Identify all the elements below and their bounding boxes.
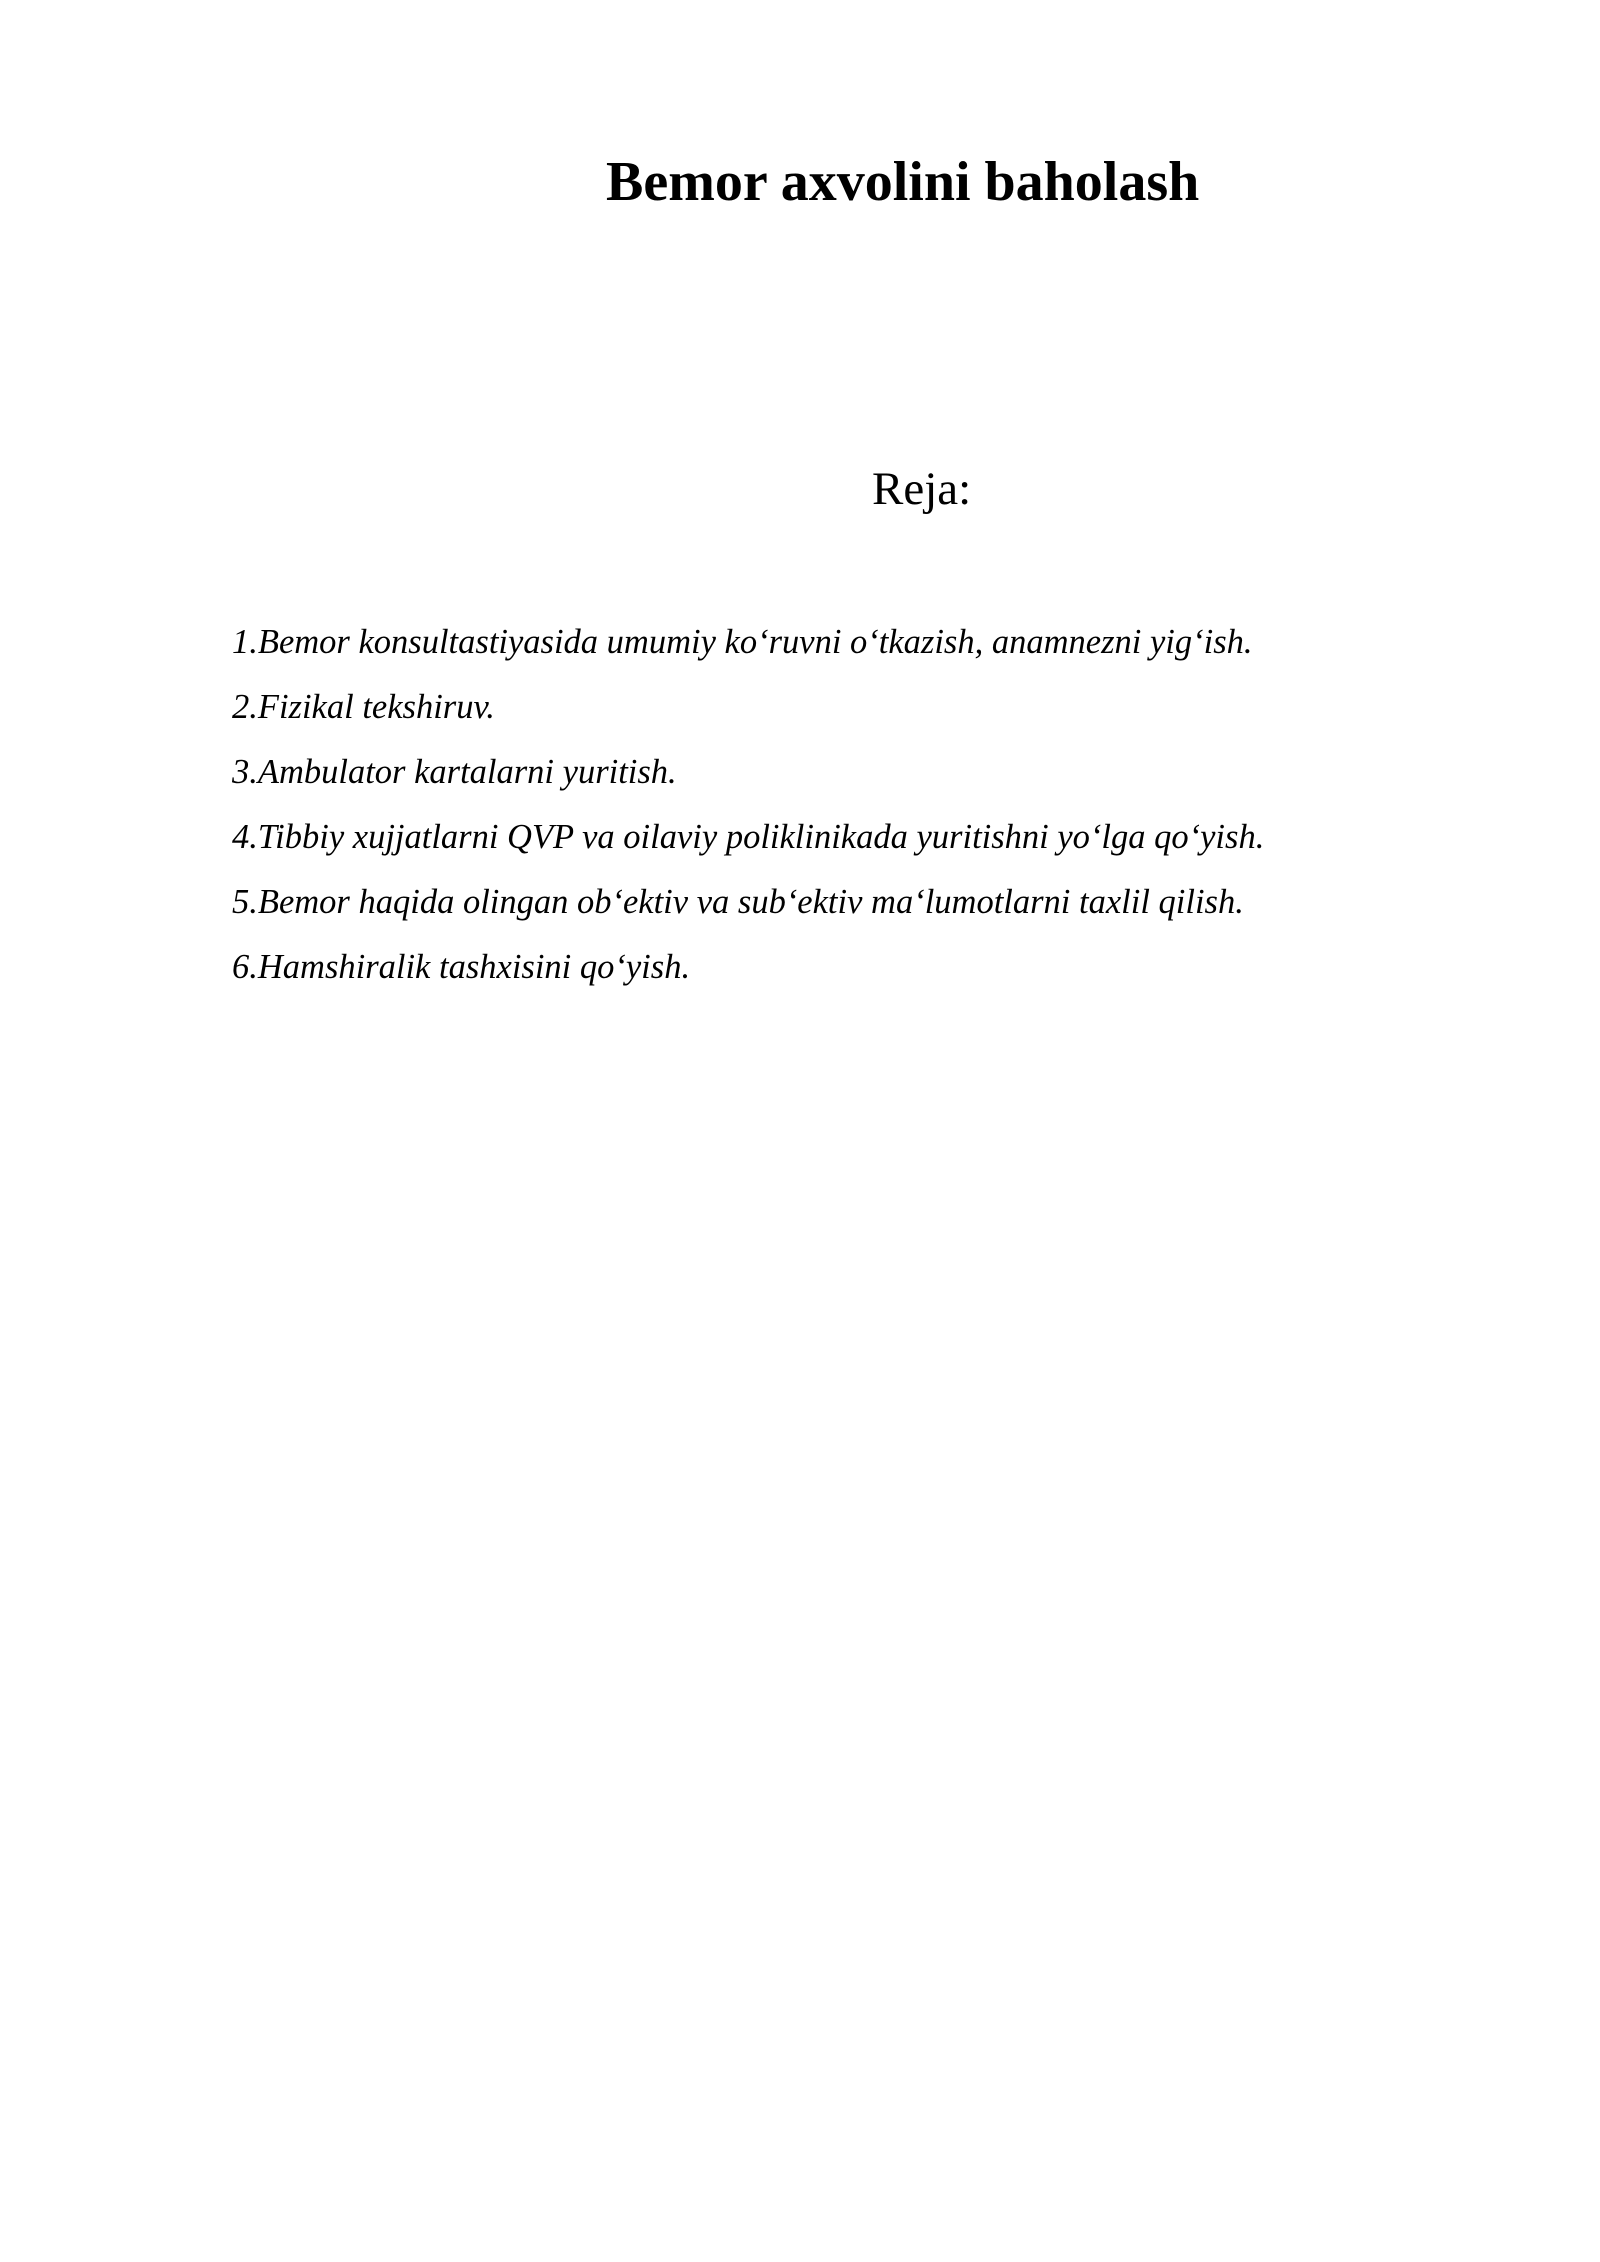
plan-item-6: 6.Hamshiralik tashxisini qo‘yish. [232, 948, 691, 986]
plan-item-4: 4.Tibbiy xujjatlarni QVP va oilaviy poliklinikada yuritishni yo‘lga qo‘yish. [232, 818, 1265, 856]
plan-item-5: 5.Bemor haqida olingan ob‘ektiv va sub‘ektiv ma‘lumotlarni taxlil qilish. [232, 883, 1244, 921]
plan-item-1: 1.Bemor konsultastiyasida umumiy ko‘ruvni o‘tkazish, anamnezni yig‘ish. [232, 623, 1253, 661]
plan-item-3: 3.Ambulator kartalarni yuritish. [232, 753, 677, 791]
plan-heading: Reja: [872, 463, 972, 515]
page-title: Bemor axvolini baholash [606, 151, 1200, 213]
plan-list [232, 610, 1264, 1000]
plan-item-2: 2.Fizikal tekshiruv. [232, 688, 495, 726]
